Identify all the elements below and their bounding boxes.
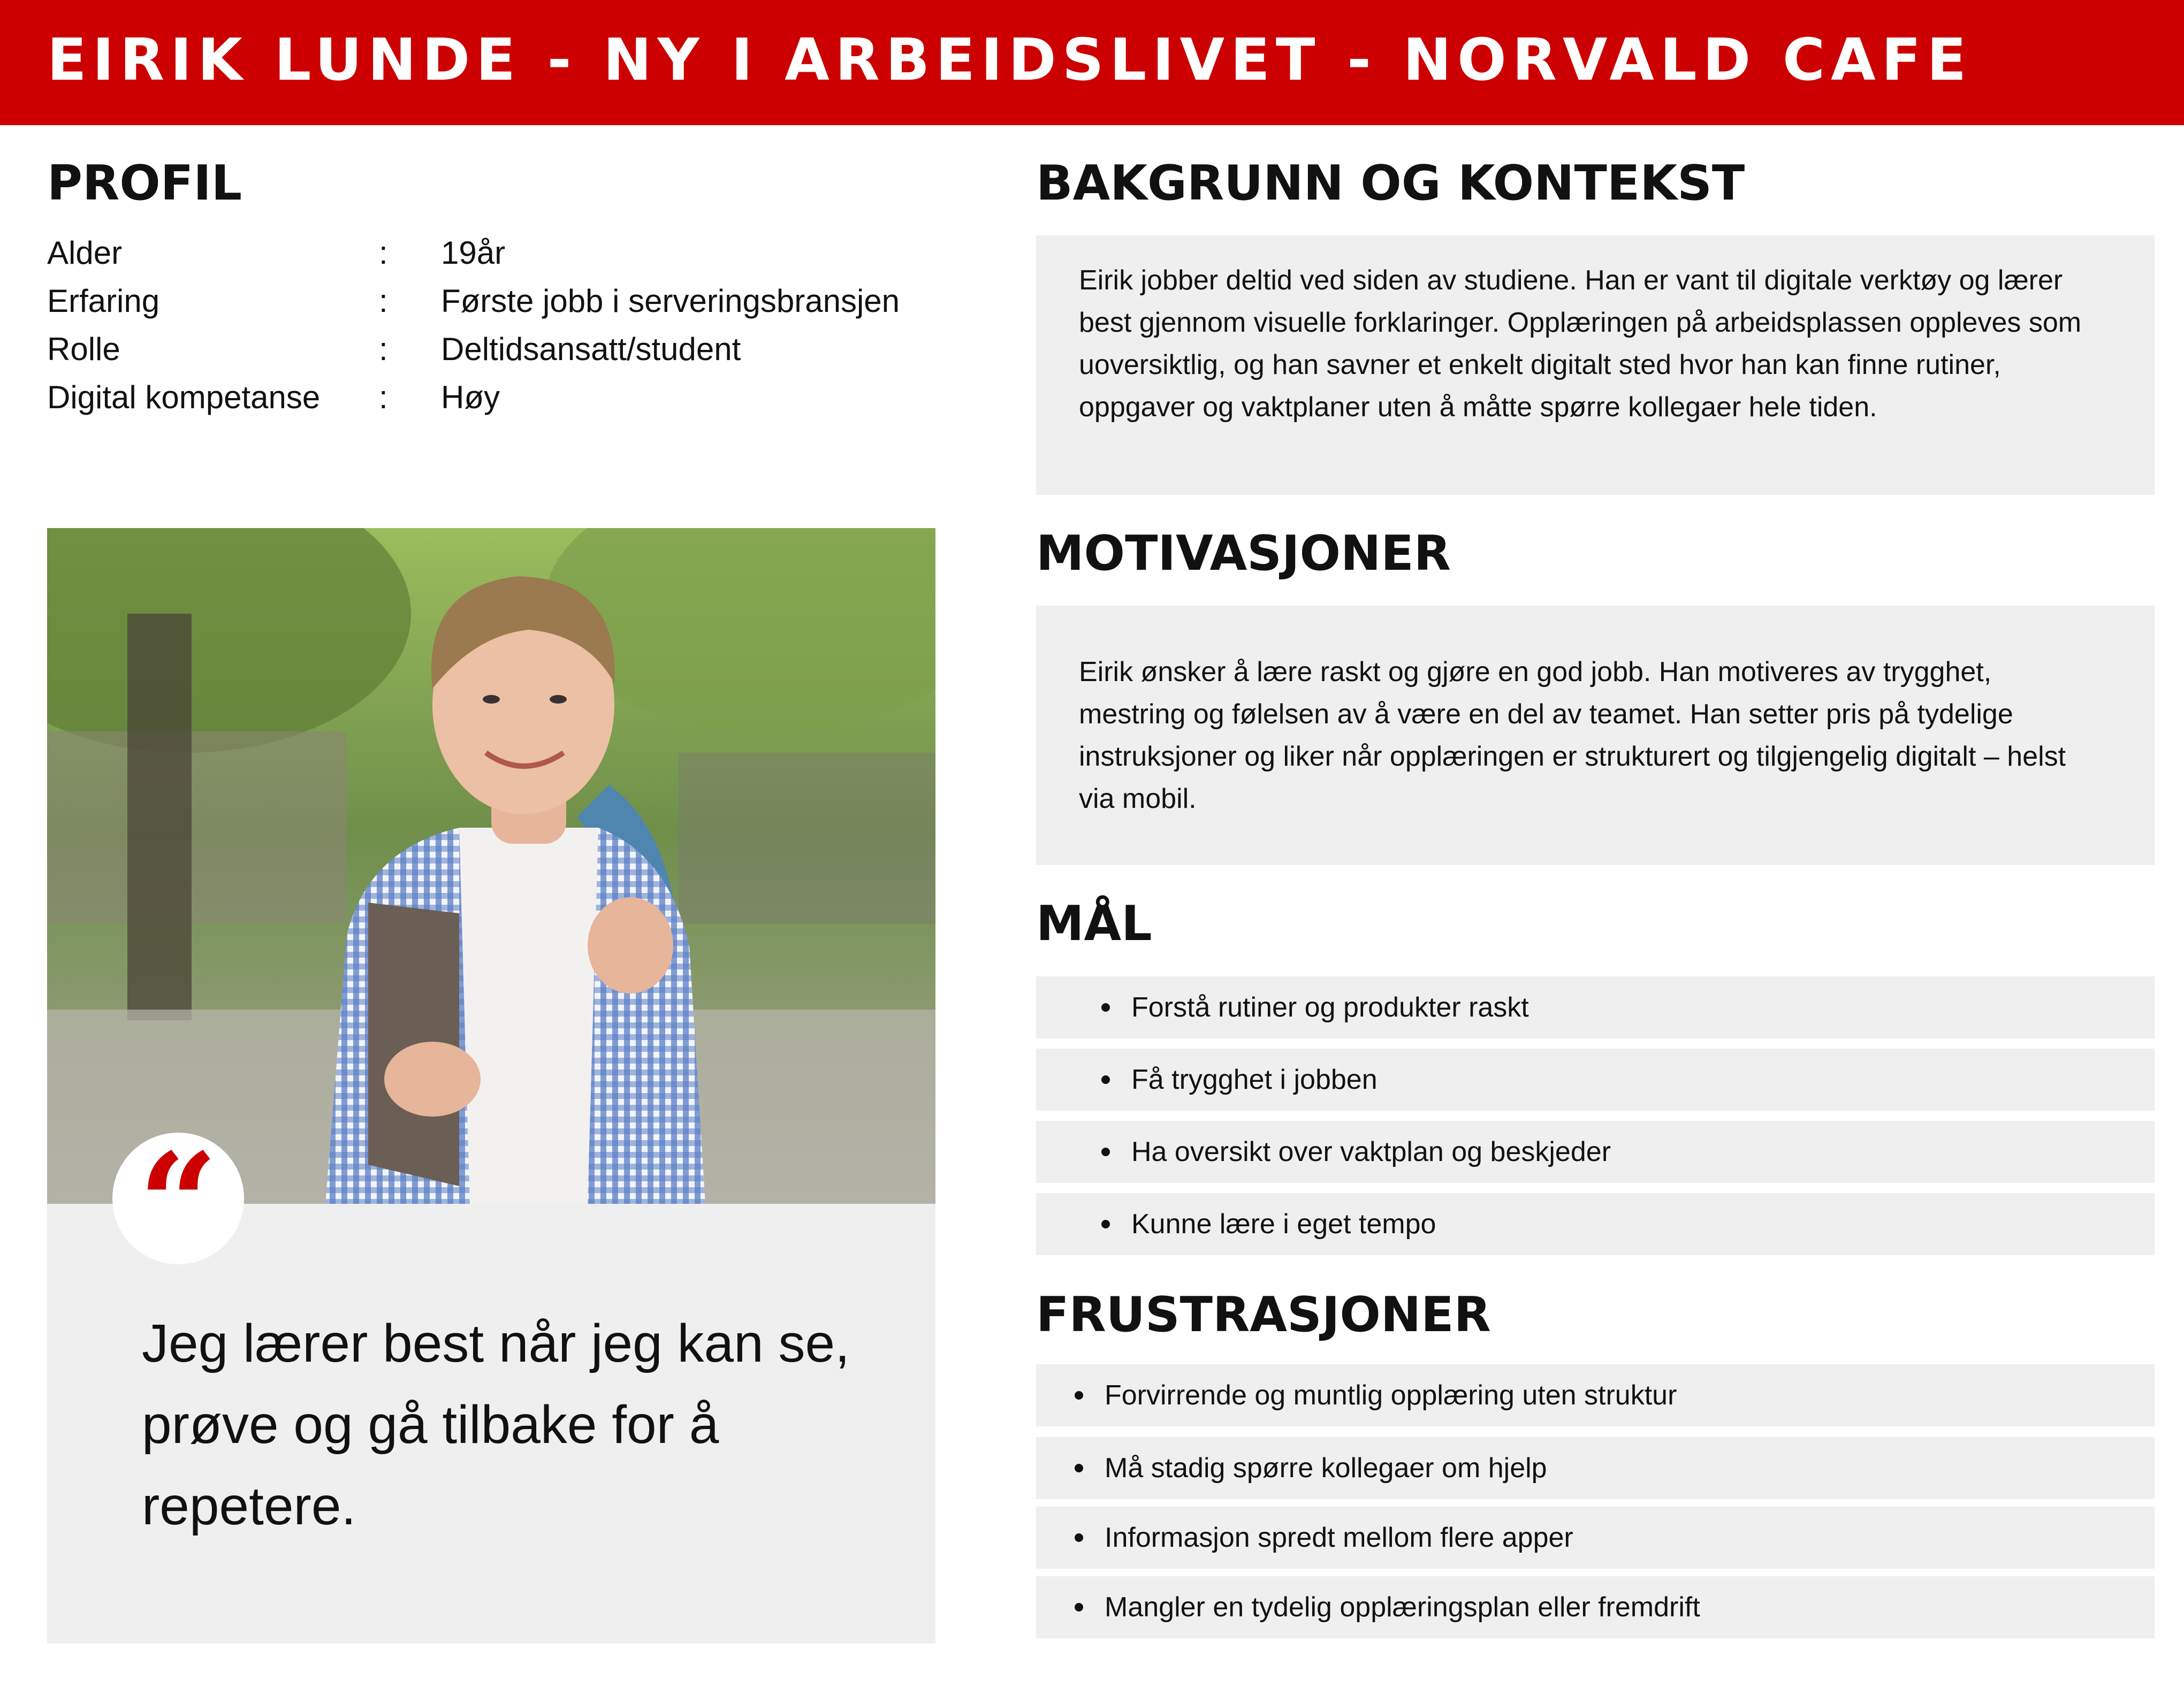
list-item <box>1036 1121 2155 1183</box>
profile-row-role <box>47 331 957 379</box>
frustrations-heading: FRUSTRASJONER <box>1036 1287 1491 1343</box>
page-title: EIRIK LUNDE - NY I ARBEIDSLIVET - NORVALD CAFE <box>47 27 1973 94</box>
profile-value: Deltidsansatt/student <box>441 331 741 367</box>
profile-label: Erfaring <box>47 283 160 319</box>
list-item <box>1036 1507 2155 1569</box>
background-panel <box>1036 235 2155 495</box>
bullet-icon <box>1075 1603 1083 1611</box>
goal-text: Forstå rutiner og produkter raskt <box>1131 992 1529 1023</box>
list-item <box>1036 1049 2155 1111</box>
quote-badge <box>112 1133 244 1264</box>
profile-heading: PROFIL <box>47 155 242 211</box>
list-item <box>1036 1364 2155 1426</box>
background-heading: BAKGRUNN OG KONTEKST <box>1036 155 1745 211</box>
quote-icon <box>112 1133 244 1264</box>
person-photo <box>47 528 935 1204</box>
profile-value: Høy <box>441 379 500 415</box>
profile-row-age <box>47 234 957 282</box>
svg-text:“: “ <box>138 1133 218 1264</box>
frustration-text: Mangler en tydelig opplæringsplan eller fremdrift <box>1105 1592 1700 1623</box>
profile-label: Rolle <box>47 331 120 367</box>
goal-text: Ha oversikt over vaktplan og beskjeder <box>1131 1136 1611 1167</box>
list-item <box>1036 1193 2155 1255</box>
bullet-icon <box>1075 1391 1083 1400</box>
goal-text: Kunne lære i eget tempo <box>1131 1209 1436 1240</box>
motivations-heading: MOTIVASJONER <box>1036 525 1451 582</box>
frustration-text: Må stadig spørre kollegaer om hjelp <box>1105 1453 1547 1484</box>
frustration-text: Forvirrende og muntlig opplæring uten struktur <box>1105 1380 1677 1411</box>
profile-separator: : <box>379 235 388 271</box>
goals-heading: MÅL <box>1036 896 1152 952</box>
list-item <box>1036 1576 2155 1638</box>
profile-value: Første jobb i serveringsbransjen <box>441 283 900 319</box>
profile-label: Alder <box>47 235 123 271</box>
profile-value: 19år <box>441 235 506 271</box>
motivations-panel <box>1036 606 2155 865</box>
profile-separator: : <box>379 283 388 319</box>
profile-row-experience <box>47 282 957 331</box>
bullet-icon <box>1101 1148 1110 1156</box>
profile-separator: : <box>379 331 388 367</box>
list-item <box>1036 1437 2155 1499</box>
bullet-icon <box>1101 1220 1110 1228</box>
bullet-icon <box>1101 1075 1110 1084</box>
frustration-text: Informasjon spredt mellom flere apper <box>1105 1522 1573 1553</box>
profile-label: Digital kompetanse <box>47 379 321 415</box>
motivations-text: Eirik ønsker å lære raskt og gjøre en god jobb. Han motiveres av trygghet, mestring og følelsen av å være en del av teamet. Han setter pris på tydelige instruksjoner og liker når opplæringen er strukturert og tilgjengelig digitalt – helst via mobil. <box>1079 656 2066 814</box>
profile-row-digital <box>47 379 957 427</box>
bullet-icon <box>1101 1003 1110 1012</box>
goal-text: Få trygghet i jobben <box>1131 1064 1378 1095</box>
profile-separator: : <box>379 379 388 415</box>
quote-text: Jeg lærer best når jeg kan se, prøve og gå tilbake for å repetere. <box>142 1313 850 1536</box>
header-banner <box>0 0 2184 125</box>
bullet-icon <box>1075 1533 1083 1542</box>
list-item <box>1036 976 2155 1038</box>
background-text: Eirik jobber deltid ved siden av studiene. Han er vant til digitale verktøy og lærer best gjennom visuelle forklaringer. Opplæringen på arbeidsplassen oppleves som uoversiktlig, og han savner et enkelt digitalt sted hvor han kan finne rutiner, oppgaver og vaktplaner uten å måtte spørre kollegaer hele tiden. <box>1079 265 2082 423</box>
bullet-icon <box>1075 1464 1083 1472</box>
